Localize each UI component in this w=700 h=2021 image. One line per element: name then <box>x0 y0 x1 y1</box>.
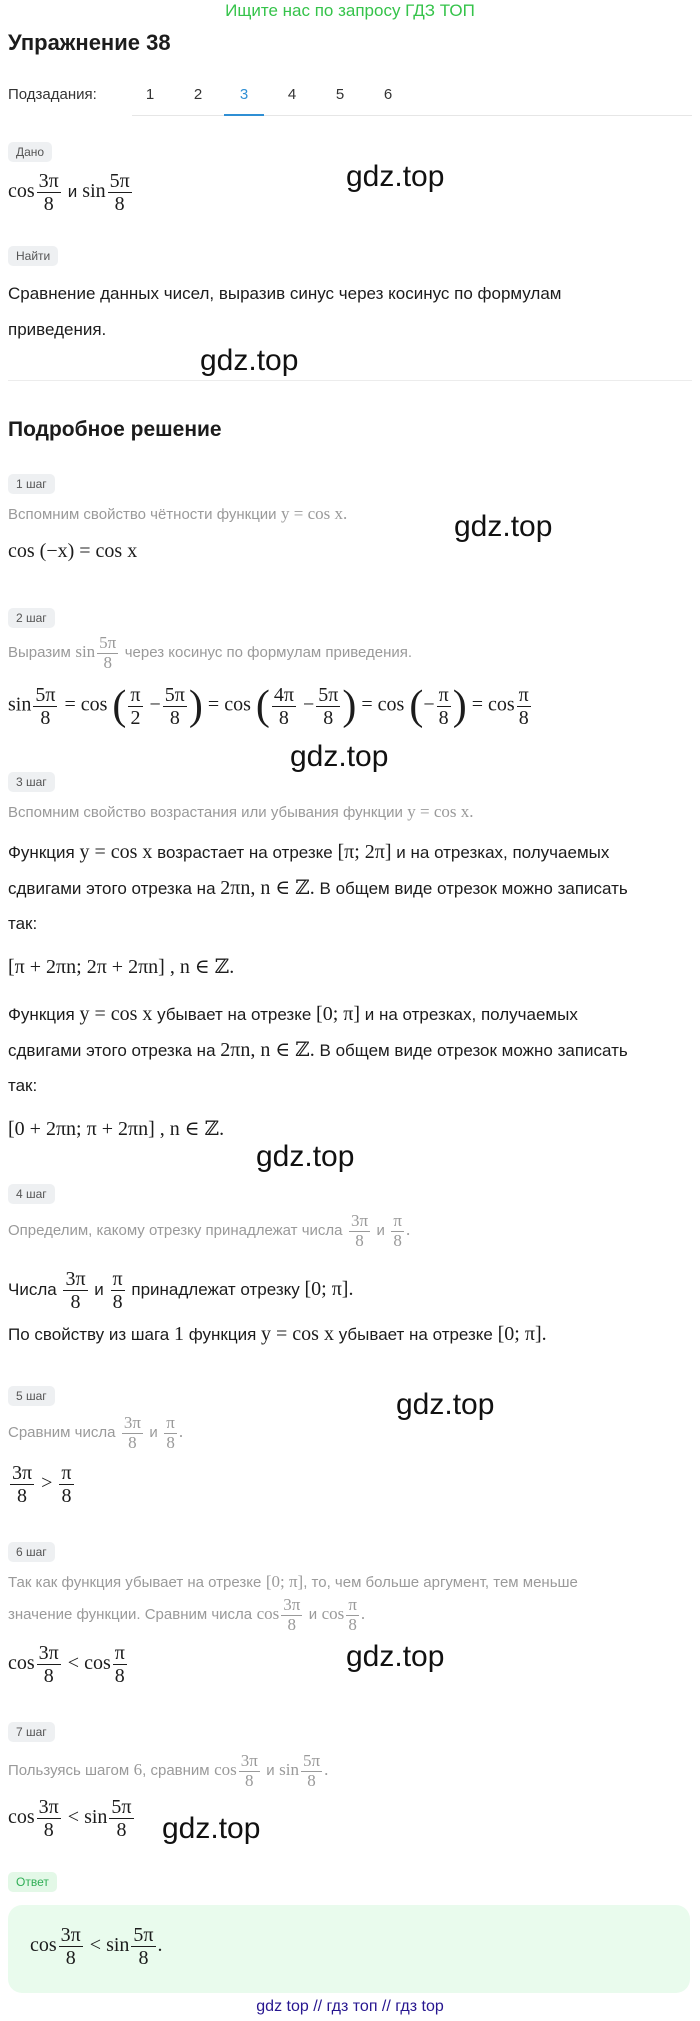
step-1-intro: Вспомним свойство чётности функции y = cos x. <box>8 504 348 523</box>
step-4-line-1: Числа $\frac{3\pi}{8}$ и $\frac{\pi}{8}$ принадлежат отрезку [0; π]. <box>8 1268 354 1313</box>
step-3-paragraph-2-line-1: Функция y = cos x убывает на отрезке [0; π] и на отрезках, получаемых <box>8 1003 578 1025</box>
step-3-paragraph-1-line-3: так: <box>8 914 38 933</box>
step-7-badge: 7 шаг <box>8 1722 55 1742</box>
step-4-intro: Определим, какому отрезку принадлежат числа $\frac{3\pi}{8}$ и $\frac{\pi}{8}$ . <box>8 1211 411 1250</box>
step-3-badge: 3 шаг <box>8 772 55 792</box>
tabs-divider <box>132 115 692 116</box>
watermark: gdz.top <box>290 740 389 773</box>
find-badge: Найти <box>8 246 58 266</box>
step-3-segment-increasing: [π + 2πn; 2π + 2πn] , n ∈ ℤ. <box>8 956 235 978</box>
step-3-paragraph-2-line-3: так: <box>8 1076 38 1095</box>
find-text-line2: приведения. <box>8 320 107 339</box>
watermark: gdz.top <box>346 160 445 193</box>
step-2-badge: 2 шаг <box>8 608 55 628</box>
answer-badge: Ответ <box>8 1872 57 1892</box>
step-5-formula: $\frac{3\pi}{8}$ > $\frac{\pi}{8}$ <box>12 1462 72 1507</box>
step-1-badge: 1 шаг <box>8 474 55 494</box>
step-6-formula: cos $\frac{3\pi}{8}$ < cos $\frac{\pi}{8}$ <box>8 1642 125 1687</box>
subtask-tab-5[interactable]: 5 <box>335 86 345 103</box>
footer-links[interactable]: gdz top // гдз топ // гдз top <box>256 1998 444 2015</box>
watermark: gdz.top <box>200 344 299 377</box>
given-expression: cos $\frac{3\pi}{8}$ и sin $\frac{5\pi}{8}$ <box>8 170 130 215</box>
step-3-paragraph-2-line-2: сдвигами этого отрезка на 2πn, n ∈ ℤ. В общем виде отрезок можно записать <box>8 1039 628 1061</box>
step-4-line-2: По свойству из шага 1 функция y = cos x убывает на отрезке [0; π]. <box>8 1323 547 1345</box>
subtask-tab-1[interactable]: 1 <box>145 86 155 103</box>
step-4-badge: 4 шаг <box>8 1184 55 1204</box>
step-5-badge: 5 шаг <box>8 1386 55 1406</box>
watermark: gdz.top <box>162 1812 261 1845</box>
step-5-intro: Сравним числа $\frac{3\pi}{8}$ и $\frac{\pi}{8}$ . <box>8 1413 184 1452</box>
step-1-formula: cos (−x) = cos x <box>8 540 138 562</box>
step-2-intro: Выразим sin $\frac{5\pi}{8}$ через косинус по формулам приведения. <box>8 633 413 672</box>
step-6-line-1: Так как функция убывает на отрезке [0; π], то, чем больше аргумент, тем меньше <box>8 1572 578 1591</box>
answer-formula: cos $\frac{3\pi}{8}$ < sin $\frac{5\pi}{8}$ . <box>30 1924 163 1969</box>
step-3-paragraph-1-line-1: Функция y = cos x возрастает на отрезке [π; 2π] и на отрезках, получаемых <box>8 841 610 863</box>
subtask-tab-4[interactable]: 4 <box>287 86 297 103</box>
step-2-formula: sin $\frac{5\pi}{8}$ = cos ( $\frac{\pi}{2}$ − $\frac{5\pi}{8}$ ) = cos ( $\frac{4\pi}{8}$ − $\frac{5\pi}{8}$ ) = cos (− $\frac{\pi}{8}$ ) = cos $\frac{\pi}{8}$ <box>8 683 529 729</box>
section-divider <box>8 380 692 381</box>
watermark: gdz.top <box>346 1640 445 1673</box>
step-6-badge: 6 шаг <box>8 1542 55 1562</box>
step-7-formula: cos $\frac{3\pi}{8}$ < sin $\frac{5\pi}{8}$ <box>8 1796 132 1841</box>
step-3-segment-decreasing: [0 + 2πn; π + 2πn] , n ∈ ℤ. <box>8 1118 225 1140</box>
step-3-intro: Вспомним свойство возрастания или убывания функции y = cos x. <box>8 802 474 821</box>
watermark: gdz.top <box>256 1140 355 1173</box>
watermark: gdz.top <box>396 1388 495 1421</box>
watermark: gdz.top <box>454 510 553 543</box>
step-6-line-2: значение функции. Сравним числа cos $\frac{3\pi}{8}$ и cos $\frac{\pi}{8}$ . <box>8 1595 366 1634</box>
find-text-line1: Сравнение данных чисел, выразив синус через косинус по формулам <box>8 284 562 303</box>
subtasks-label: Подзадания: <box>8 86 97 103</box>
active-tab-indicator <box>224 114 264 116</box>
subtask-tab-2[interactable]: 2 <box>193 86 203 103</box>
top-banner[interactable]: Ищите нас по запросу ГДЗ ТОП <box>225 1 475 20</box>
step-3-paragraph-1-line-2: сдвигами этого отрезка на 2πn, n ∈ ℤ. В общем виде отрезок можно записать <box>8 877 628 899</box>
exercise-title: Упражнение 38 <box>8 30 171 55</box>
step-7-intro: Пользуясь шагом 6, сравним cos $\frac{3\pi}{8}$ и sin $\frac{5\pi}{8}$ . <box>8 1751 329 1790</box>
given-badge: Дано <box>8 142 52 162</box>
subtask-tab-3[interactable]: 3 <box>239 86 249 103</box>
solution-title: Подробное решение <box>8 418 222 441</box>
subtask-tab-6[interactable]: 6 <box>383 86 393 103</box>
